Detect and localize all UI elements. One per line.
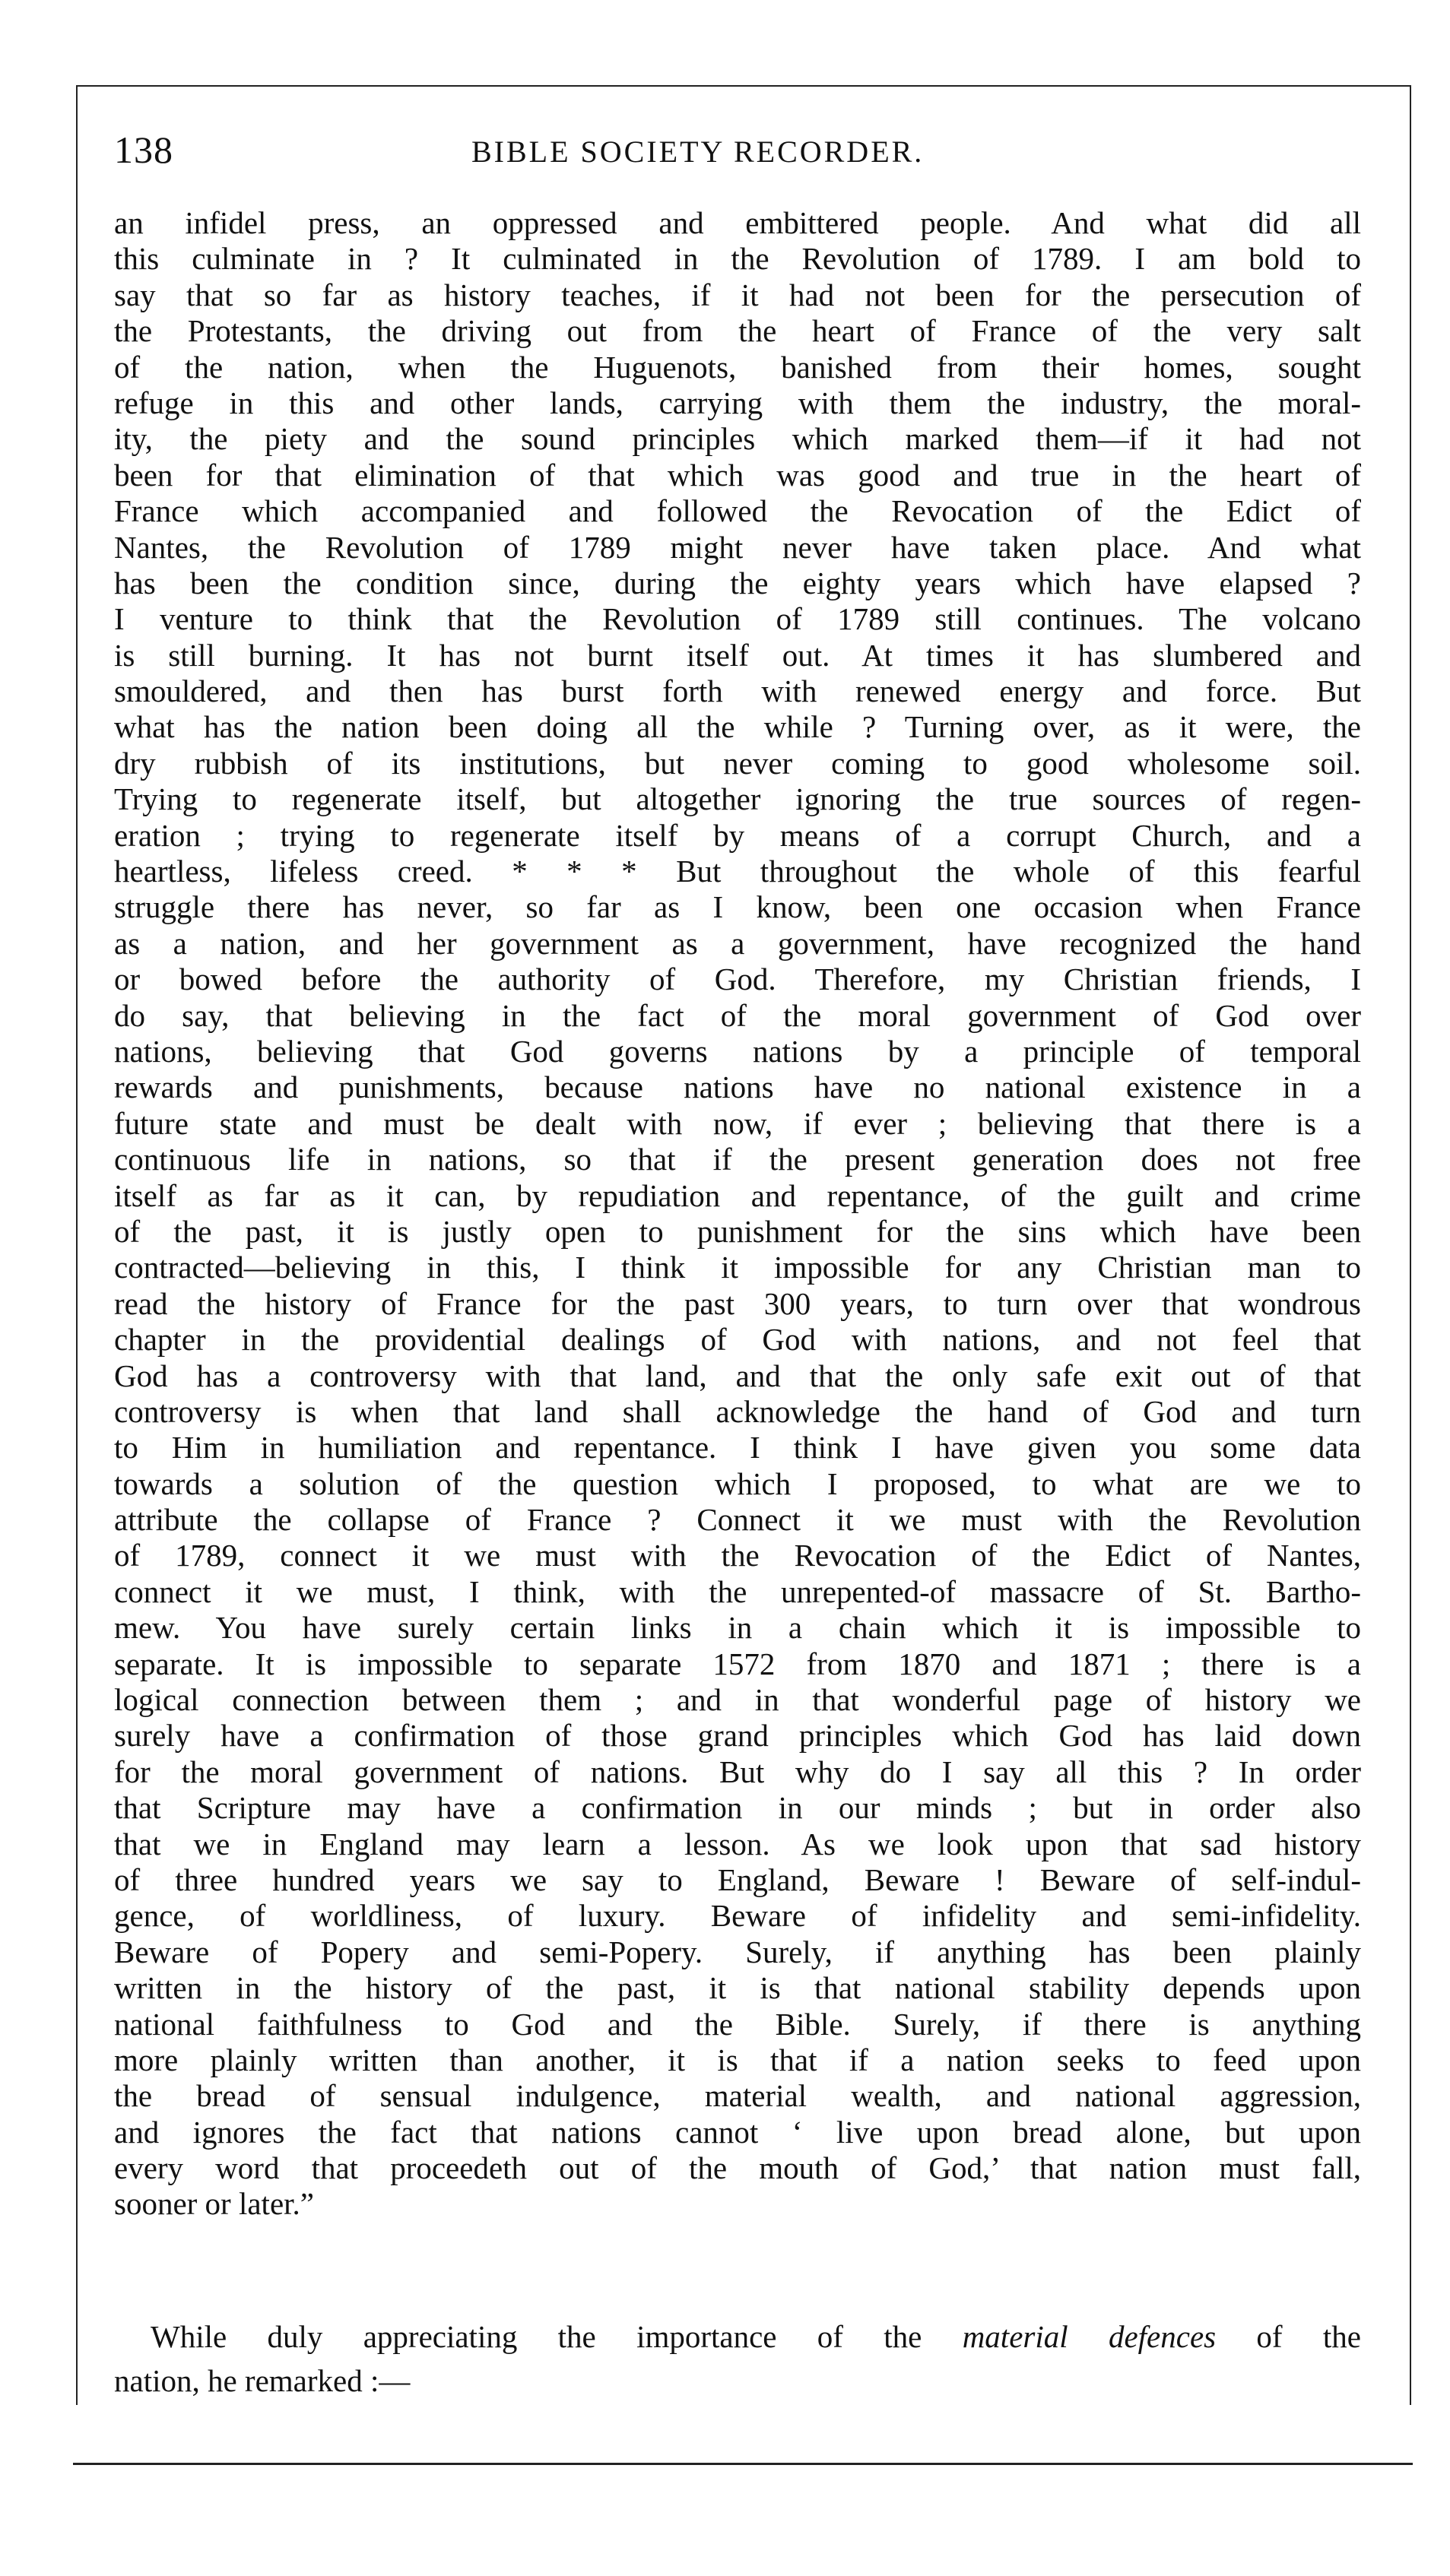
text-line: I venture to think that the Revolution of 1789 still continues. The volcano bbox=[114, 601, 1361, 637]
text-line: contracted—believing in this, I think it impossible for any Christian man to bbox=[114, 1250, 1361, 1285]
closing-text-end: of the bbox=[1216, 2319, 1361, 2354]
text-line: of 1789, connect it we must with the Revocation of the Edict of Nantes, bbox=[114, 1538, 1361, 1573]
text-line: every word that proceedeth out of the mouth of God,’ that nation must fall, bbox=[114, 2150, 1361, 2186]
text-line: read the history of France for the past 300 years, to turn over that wondrous bbox=[114, 1285, 1361, 1321]
text-line: attribute the collapse of France ? Connect it we must with the Revolution bbox=[114, 1502, 1361, 1538]
text-line: the bread of sensual indulgence, material wealth, and national aggression, bbox=[114, 2078, 1361, 2114]
closing-line-1 bbox=[114, 2315, 1361, 2359]
page-number: 138 bbox=[114, 128, 173, 171]
text-line: that we in England may learn a lesson. As we look upon that sad history bbox=[114, 1826, 1361, 1862]
text-line: of the past, it is justly open to punishment for the sins which have been bbox=[114, 1213, 1361, 1249]
text-line: has been the condition since, during the eighty years which have elapsed ? bbox=[114, 565, 1361, 600]
text-line-last: sooner or later.” bbox=[114, 2186, 314, 2222]
text-line: the Protestants, the driving out from the heart of France of the very salt bbox=[114, 313, 1361, 349]
text-line: say that so far as history teaches, if it had not been for the persecution of bbox=[114, 277, 1361, 312]
text-line: do say, that believing in the fact of the moral government of God over bbox=[114, 997, 1361, 1033]
text-line: surely have a confirmation of those grand principles which God has laid down bbox=[114, 1718, 1361, 1754]
text-line: itself as far as it can, by repudiation and repentance, of the guilt and crime bbox=[114, 1177, 1361, 1213]
text-line: logical connection between them ; and in that wonderful page of history we bbox=[114, 1682, 1361, 1718]
text-line: God has a controversy with that land, and that the only safe exit out of that bbox=[114, 1358, 1361, 1393]
text-line: what has the nation been doing all the while ? Turning over, as it were, the bbox=[114, 709, 1361, 745]
text-line: Beware of Popery and semi-Popery. Surely, if anything has been plainly bbox=[114, 1934, 1361, 1969]
text-line: to Him in humiliation and repentance. I think I have given you some data bbox=[114, 1430, 1361, 1465]
page-header bbox=[114, 128, 1361, 181]
text-line: national faithfulness to God and the Bible. Surely, if there is anything bbox=[114, 2006, 1361, 2042]
text-line: and ignores the fact that nations cannot ‘ live upon bread alone, but upon bbox=[114, 2114, 1361, 2150]
text-line: chapter in the providential dealings of God with nations, and not feel that bbox=[114, 1322, 1361, 1358]
text-line: smouldered, and then has burst forth with renewed energy and force. But bbox=[114, 673, 1361, 709]
bottom-rule bbox=[73, 2463, 1413, 2465]
text-line: connect it we must, I think, with the unrepented-of massacre of St. Bartho- bbox=[114, 1573, 1361, 1609]
text-line: refuge in this and other lands, carrying with them the industry, the moral- bbox=[114, 385, 1361, 420]
italic-phrase: material defences bbox=[962, 2319, 1217, 2354]
closing-paragraph bbox=[114, 2315, 1361, 2403]
closing-text-start: While duly appreciating the importance of the bbox=[151, 2319, 963, 2354]
text-line: France which accompanied and followed the Revocation of the Edict of bbox=[114, 493, 1361, 529]
text-line: heartless, lifeless creed. * * * But throughout the whole of this fearful bbox=[114, 854, 1361, 889]
text-line: written in the history of the past, it is that national stability depends upon bbox=[114, 1970, 1361, 2006]
text-line: or bowed before the authority of God. Therefore, my Christian friends, I bbox=[114, 962, 1361, 997]
text-line: of the nation, when the Huguenots, banished from their homes, sought bbox=[114, 349, 1361, 385]
closing-line-2: nation, he remarked :— bbox=[114, 2363, 411, 2398]
text-line: that Scripture may have a confirmation in our minds ; but in order also bbox=[114, 1790, 1361, 1826]
text-line: rewards and punishments, because nations have no national existence in a bbox=[114, 1069, 1361, 1105]
text-line: Trying to regenerate itself, but altogether ignoring the true sources of regen- bbox=[114, 781, 1361, 817]
text-line: ity, the piety and the sound principles which marked them—if it had not bbox=[114, 421, 1361, 457]
text-line: this culminate in ? It culminated in the Revolution of 1789. I am bold to bbox=[114, 241, 1361, 277]
body-text bbox=[114, 205, 1361, 2223]
text-line: been for that elimination of that which was good and true in the heart of bbox=[114, 457, 1361, 493]
running-head: BIBLE SOCIETY RECORDER. bbox=[471, 135, 925, 169]
text-line: future state and must be dealt with now, if ever ; believing that there is a bbox=[114, 1105, 1361, 1141]
text-line: separate. It is impossible to separate 1572 from 1870 and 1871 ; there is a bbox=[114, 1646, 1361, 1681]
text-line: an infidel press, an oppressed and embittered people. And what did all bbox=[114, 205, 1361, 240]
text-line: towards a solution of the question which I proposed, to what are we to bbox=[114, 1465, 1361, 1501]
text-line: is still burning. It has not burnt itself out. At times it has slumbered and bbox=[114, 637, 1361, 673]
text-line: dry rubbish of its institutions, but never coming to good wholesome soil. bbox=[114, 745, 1361, 781]
text-line: Nantes, the Revolution of 1789 might never have taken place. And what bbox=[114, 529, 1361, 565]
text-line: gence, of worldliness, of luxury. Beware of infidelity and semi-infidelity. bbox=[114, 1898, 1361, 1934]
text-line: struggle there has never, so far as I know, been one occasion when France bbox=[114, 889, 1361, 925]
text-line: continuous life in nations, so that if the present generation does not free bbox=[114, 1142, 1361, 1177]
text-line: for the moral government of nations. But why do I say all this ? In order bbox=[114, 1754, 1361, 1789]
text-line: controversy is when that land shall acknowledge the hand of God and turn bbox=[114, 1393, 1361, 1429]
text-line: of three hundred years we say to England, Beware ! Beware of self-indul- bbox=[114, 1862, 1361, 1897]
text-line: as a nation, and her government as a government, have recognized the hand bbox=[114, 925, 1361, 961]
text-line: more plainly written than another, it is that if a nation seeks to feed upon bbox=[114, 2042, 1361, 2077]
text-line: mew. You have surely certain links in a chain which it is impossible to bbox=[114, 1610, 1361, 1646]
text-line: eration ; trying to regenerate itself by means of a corrupt Church, and a bbox=[114, 817, 1361, 853]
text-line: nations, believing that God governs nations by a principle of temporal bbox=[114, 1033, 1361, 1069]
